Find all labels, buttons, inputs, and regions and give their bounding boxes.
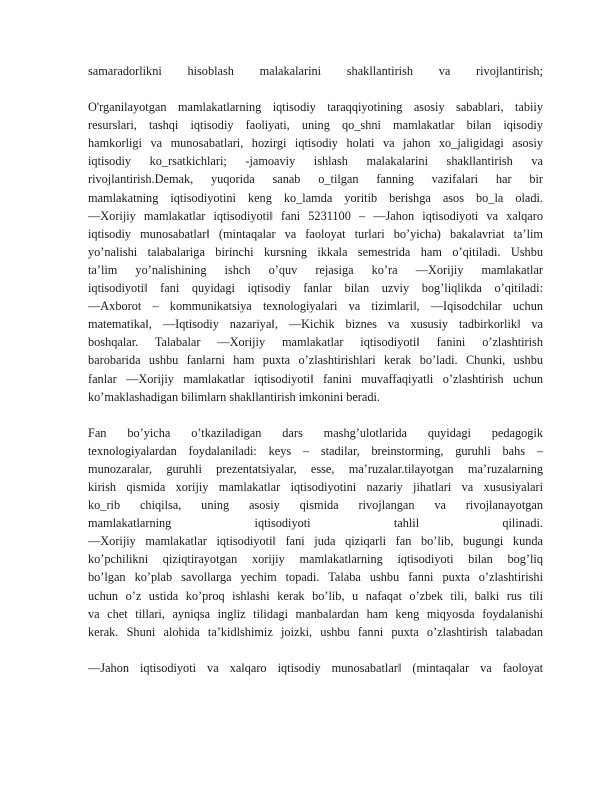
text-line: munozaralar, guruhli prezentatsiyalar, esse, ma’ruzalar.tilayotgan ma’ruzalarning	[88, 461, 543, 476]
paragraph-gap	[88, 641, 543, 659]
text-line: yo’nalishi talabalariga birinchi kursning ikkala semestrida ham o’qitiladi. Ushbu	[88, 244, 543, 259]
text-line: ―Xorijiy mamlakatlar iqtisodiyoti‖ fani 5231100 – ―Jahon iqtisodiyoti va xalqaro	[88, 208, 543, 223]
text-line: hamkorligi va munosabatlari, hozirgi iqtisodiy holati va jahon xo_jaligidagi asosiy	[88, 136, 543, 151]
text-line: kerak. Shuni alohida ta’kidlshimiz joizki, ushbu fanni puxta o’zlashtirish talabadan	[88, 624, 543, 639]
paragraph-gap	[88, 80, 543, 98]
text-line: kirish qismida xorijiy mamlakatlar iqtisodiyotini nazariy jihatlari va xususiyalari	[88, 479, 543, 494]
paragraph	[88, 659, 543, 677]
text-line: O'rganilayotgan mamlakatlarning iqtisodiy taraqqiyotining asosiy sabablari, tabiiy	[88, 100, 543, 115]
text-line: rivojlantirish.Demak, yuqorida sanab o_tilgan fanning vazifalari har bir	[88, 172, 543, 187]
text-line: iqtisodiy ko_rsatkichlari; -jamoaviy ishlash malakalarini shakllantirish va	[88, 154, 543, 169]
text-line: bo’lgan ko’plab savollarga yechim topadi. Talaba ushbu fanni puxta o’zlashtirishi	[88, 570, 543, 585]
document-page	[88, 62, 543, 677]
text-line: mamlakatlarning iqtisodiyoti tahlil qilinadi.	[88, 516, 543, 531]
text-line: fanlar ―Xorijiy mamlakatlar iqtisodiyoti‖ fanini muvaffaqiyatli o’zlashtirish uchun	[88, 371, 543, 386]
text-line: ―Jahon iqtisodiyoti va xalqaro iqtisodiy munosabatlar‖ (mintaqalar va faoloyat	[88, 660, 543, 675]
text-line: iqtisodiyoti‖ fani quyidagi iqtisodiy fanlar bilan uzviy bog’liqlikda o’qitiladi:	[88, 281, 543, 296]
text-line: uchun o’z ustida ko’proq ishlashi kerak bo’lib, u nafaqat o’zbek tili, balki rus tili	[88, 588, 543, 603]
text-line: va chet tillari, ayniqsa ingliz tilidagi manbalardan ham keng miqyosda foydalanishi	[88, 606, 543, 621]
text-line: ko’pchilikni qiziqtirayotgan xorijiy mamlakatlarning iqtisodiyoti bilan bog’liq	[88, 552, 543, 567]
text-line: samaradorlikni hisoblash malakalarini shakllantirish va rivojlantirish;	[88, 64, 543, 78]
text-line: matematika‖, ―Iqtisodiy nazariya‖, ―Kichik biznes va xususiy tadbirkorlik‖ va	[88, 317, 543, 332]
text-line: iqtisodiy munosabatlar‖ (mintaqalar va faoloyat turlari bo’yicha) bakalavriat ta’lim	[88, 226, 543, 241]
text-line: resurslari, tashqi iqtisodiy faoliyati, uning qo_shni mamlakatlar bilan iqisodiy	[88, 118, 543, 133]
text-line: ko’maklashadigan bilimlarn shakllantirish imkonini beradi.	[88, 389, 380, 404]
text-line: mamlakatning iqtisodiyotini keng ko_lamda yoritib berishga asos bo_la oladi.	[88, 190, 543, 205]
paragraph	[88, 424, 543, 641]
text-line: ko_rib chiqilsa, uning asosiy qismida rivojlangan va rivojlanayotgan	[88, 498, 543, 513]
paragraph-gap	[88, 406, 543, 424]
text-line: boshqalar. Talabalar ―Xorijiy mamlakatlar iqtisodiyoti‖ fanini o’zlashtirish	[88, 335, 543, 350]
text-line: ―Xorijiy mamlakatlar iqtisodiyoti‖ fani juda qiziqarli fan bo’lib, bugungi kunda	[88, 534, 543, 549]
paragraph	[88, 62, 543, 80]
text-line: ―Axborot – kommunikatsiya texnologiyalari va tizimlari‖, ―Iqisodchilar uchun	[88, 299, 543, 314]
text-line: ta’lim yo’nalishining ishch o’quv rejasiga ko’ra ―Xorijiy mamlakatlar	[88, 262, 543, 277]
text-line: texnologiyalardan foydalaniladi: keys – stadilar, breinstorming, guruhli bahs –	[88, 443, 543, 458]
text-line: Fan bo’yicha o’tkaziladigan dars mashg’ulotlarida quyidagi pedagogik	[88, 425, 543, 440]
paragraph	[88, 98, 543, 406]
text-line: barobarida ushbu fanlarni ham puxta o’zlashtirishlari kerak bo’ladi. Chunki, ushbu	[88, 353, 543, 368]
